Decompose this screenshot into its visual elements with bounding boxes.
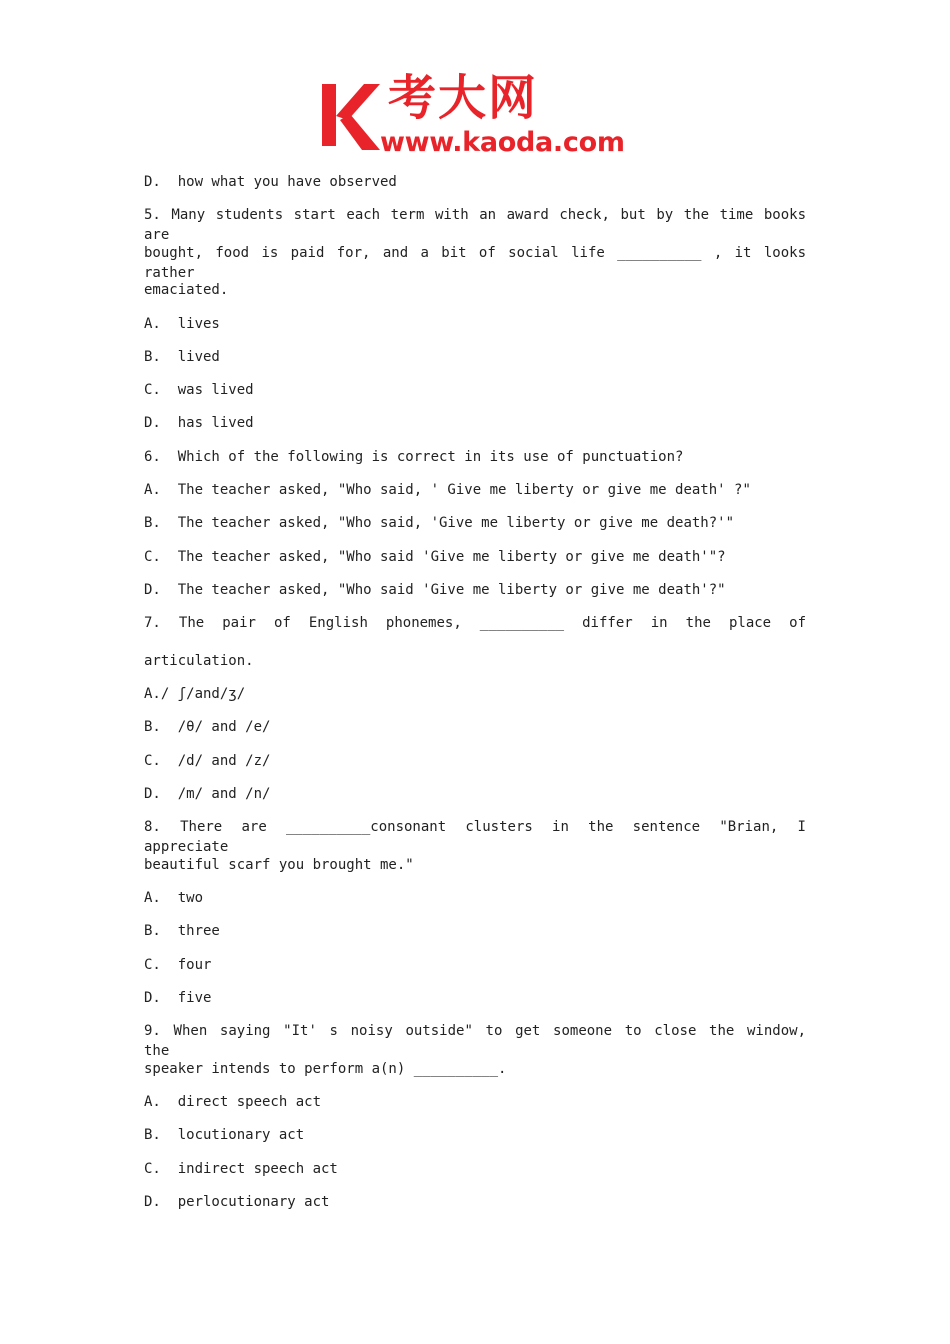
q5-option-d: D. has lived — [144, 415, 254, 432]
k-logo-icon — [320, 80, 384, 150]
q9-option-d: D. perlocutionary act — [144, 1193, 330, 1210]
logo-url-text: www.kaoda.com — [380, 127, 625, 158]
q7-stem-line2: articulation. — [144, 652, 254, 669]
q7-option-d: D. /m/ and /n/ — [144, 785, 271, 802]
q8-stem-line2: beautiful scarf you brought me." — [144, 856, 414, 873]
q6-stem: 6. Which of the following is correct in its use of punctuation? — [144, 448, 684, 465]
logo-brand-text: 考大网 — [388, 70, 539, 126]
q5-option-c: C. was lived — [144, 382, 254, 399]
q5-stem-line2: bought, food is paid for, and a bit of social life __________ , it looks rather — [144, 244, 806, 281]
q7-stem-line1: 7. The pair of English phonemes, __________ differ in the place of — [144, 615, 806, 632]
q9-option-b: B. locutionary act — [144, 1127, 305, 1144]
q5-stem-line3: emaciated. — [144, 282, 229, 299]
q5-option-a: A. lives — [144, 315, 220, 332]
q8-stem-line1: 8. There are __________consonant clusters in the sentence "Brian, I appreciate — [144, 819, 806, 856]
q6-option-b: B. The teacher asked, "Who said, 'Give me liberty or give me death?'" — [144, 515, 735, 532]
q6-option-a: A. The teacher asked, "Who said, ' Give me liberty or give me death' ?" — [144, 482, 751, 499]
q6-option-c: C. The teacher asked, "Who said 'Give me liberty or give me death'"? — [144, 548, 726, 565]
q6-option-d: D. The teacher asked, "Who said 'Give me liberty or give me death'?" — [144, 581, 726, 598]
kaoda-logo — [320, 70, 640, 158]
q7-option-a: A./ ʃ/and/ʒ/ — [144, 686, 246, 703]
q9-option-c: C. indirect speech act — [144, 1160, 338, 1177]
q9-stem-line1: 9. When saying "It' s noisy outside" to get someone to close the window, the — [144, 1023, 806, 1060]
q8-option-b: B. three — [144, 923, 220, 940]
exam-content — [144, 172, 806, 1225]
q4-option-d: D. how what you have observed — [144, 174, 397, 190]
q7-option-c: C. /d/ and /z/ — [144, 752, 271, 769]
q8-option-c: C. four — [144, 956, 212, 973]
q9-stem-line2: speaker intends to perform a(n) __________. — [144, 1060, 507, 1077]
q5-stem-line1: 5. Many students start each term with an award check, but by the time books are — [144, 207, 806, 244]
q5-option-b: B. lived — [144, 348, 220, 365]
q8-option-d: D. five — [144, 989, 212, 1006]
q8-option-a: A. two — [144, 890, 204, 907]
q7-option-b: B. /θ/ and /e/ — [144, 719, 271, 736]
q9-option-a: A. direct speech act — [144, 1094, 322, 1111]
